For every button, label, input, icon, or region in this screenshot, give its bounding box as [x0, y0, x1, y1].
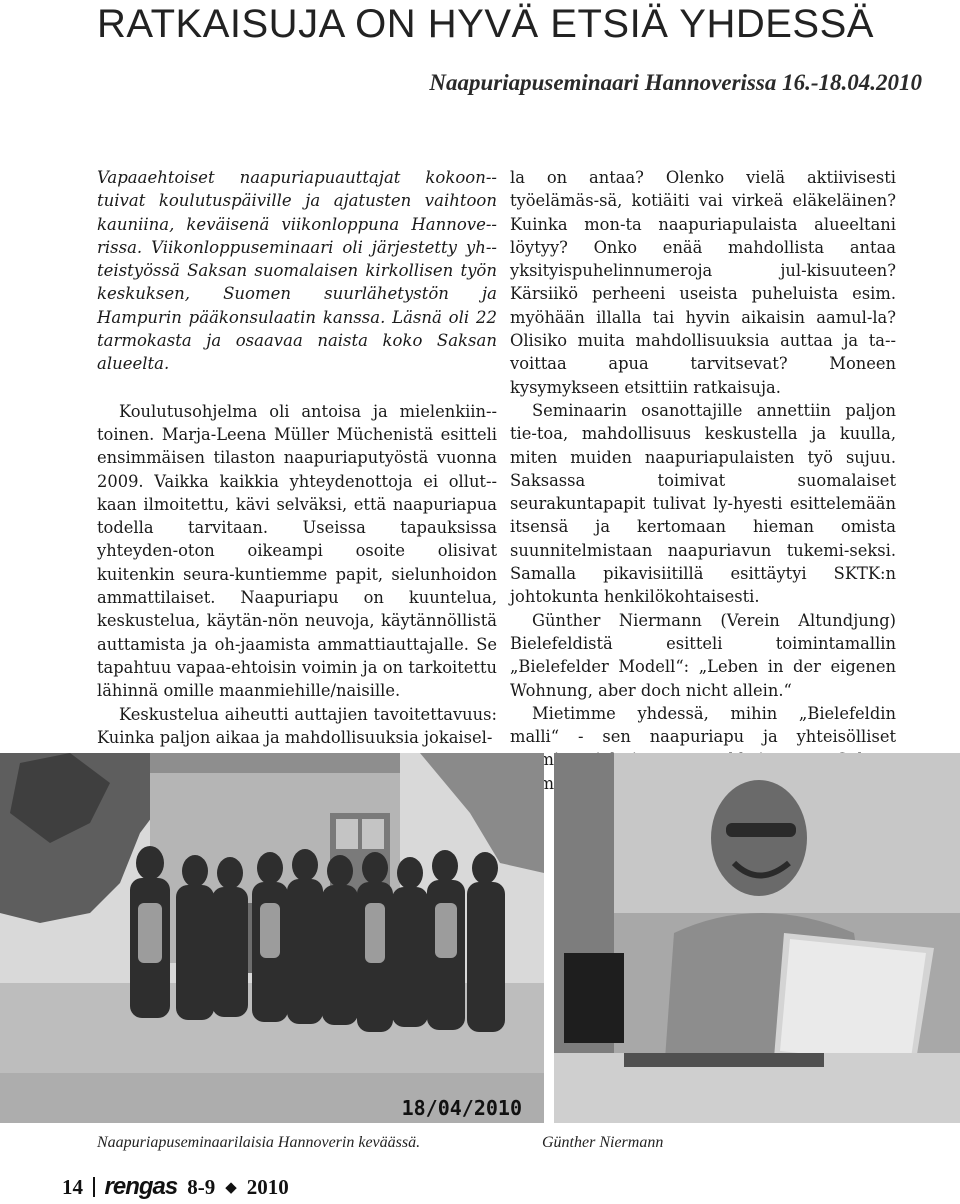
body-paragraph: Günther Niermann (Verein Altundjung) Bielefeldistä esitteli toimintamallin „Bielefelder Modell“: „Leben in der eigenen Wohnung, aber doch nicht allein.“: [510, 610, 896, 700]
article-column-right: [510, 166, 896, 795]
issue-number: 8-9: [187, 1174, 216, 1199]
photo-caption-left: Naapuriapuseminaarilaisia Hannoverin keväässä.: [97, 1134, 421, 1151]
body-paragraph: Keskustelua aiheutti auttajien tavoitettavuus: Kuinka paljon aikaa ja mahdollisuuksia jokaisel-: [97, 704, 497, 747]
footer-divider: [93, 1177, 95, 1197]
lead-paragraph: Vapaaehtoiset naapuriapuauttajat kokoon-tuivat koulutuspäiville ja ajatusten vaihtoon kauniina, keväisenä viikonloppuna Hannove-rissa. Viikonloppuseminaari oli järjestetty yh-teistyössä Saksan suomalaisen kirkollisen työn keskuksen, Suomen suurlähetystön ja Hampurin pääkonsulaatin kanssa. Läsnä oli 22 tarmokasta ja osaavaa naista koko Saksan alueelta.: [97, 168, 497, 374]
article-column-left: [97, 166, 497, 749]
page-footer: [62, 1170, 289, 1204]
issue-year: 2010: [246, 1174, 289, 1199]
body-paragraph: Seminaarin osanottajille annettiin paljon tie-toa, mahdollisuus keskustella ja kuulla, miten muiden naapuriapulaisten työ sujuu. Saksassa toimivat suomalaiset seurakuntapapit tulivat ly-hyesti esittelemään itsensä ja kertomaan hieman omista suunnitelmistaan naapuriavun tukemi-seksi. Samalla pikavisiitillä esittäytyi SKTK:n johtokunta henkilökohtaisesti.: [510, 400, 896, 607]
magazine-logo: rengas: [104, 1173, 178, 1200]
page-number: 14: [62, 1174, 83, 1199]
photo-caption-right: Günther Niermann: [542, 1134, 664, 1151]
diamond-icon: ◆: [225, 1179, 237, 1196]
article-title: RATKAISUJA ON HYVÄ ETSIÄ YHDESSÄ: [97, 2, 874, 46]
article-subtitle: Naapuriapuseminaari Hannoverissa 16.-18.04.2010: [429, 70, 922, 95]
body-paragraph: Mietimme yhdessä, mihin „Bielefeldin malli“ - sen naapuriapu ja yhteisölliset: [510, 703, 896, 747]
date-stamp: 18/04/2010: [401, 1096, 522, 1120]
speaker-photo: [554, 753, 960, 1123]
group-photo: [0, 753, 544, 1123]
body-paragraph: Koulutusohjelma oli antoisa ja mielenkiin-toinen. Marja-Leena Müller Müchenistä esitteli ensimmäisen tilaston naapuriaputyöstä vuonna 2009. Vaikka kaikkia yhteydenottoja ei ollut-kaan ilmoitettu, kävi selväksi, että naapuriapua todella tarvitaan. Useissa tapauksissa yhteyden-oton oikeampi osoite olisivat kuitenkin seura-kuntiemme papit, sielunhoidon ammattilaiset. Naapuriapu on kuuntelua, keskustelua, käytän-nön neuvoja, käytännöllistä auttamista ja oh-jaamista ammattiauttajalle. Se tapahtuu vapaa-ehtoisin voimin ja on tarkoitettu lähinnä omille maanmiehille/naisille.: [97, 401, 497, 701]
body-paragraph: la on antaa? Olenko vielä aktiivisesti työelämäs-sä, kotiäiti vai virkeä eläkeläinen? Kuinka mon-ta naapuriapulaista alueeltani löytyy? Onko enää mahdollista antaa yksityispuhelinnumeroja jul-kisuuteen? Kärsiikö perheeni useista puheluista esim. myöhään illalla tai hyvin aikaisin aamul-la? Olisiko muita mahdollisuuksia auttaa ja ta-voittaa apua tarvitsevat? Moneen kysymykseen etsittiin ratkaisuja.: [510, 168, 896, 397]
